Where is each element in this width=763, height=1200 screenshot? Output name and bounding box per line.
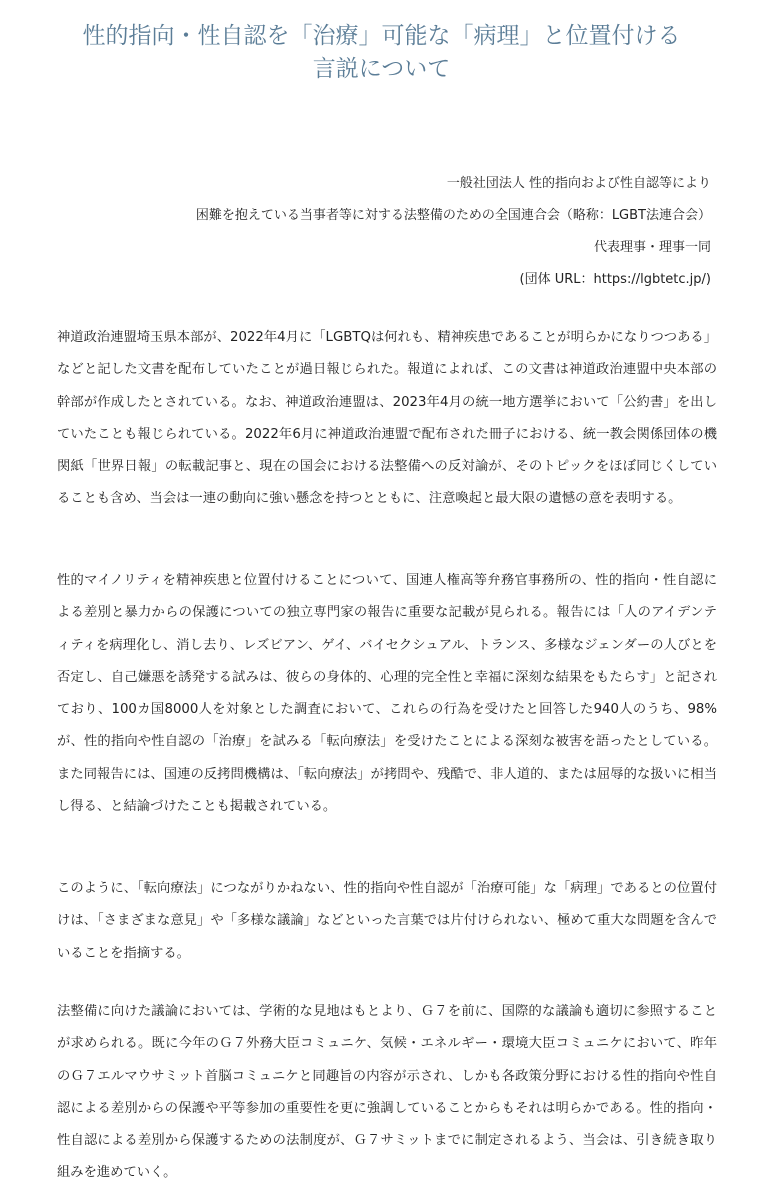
page-title-line-1: 性的指向・性自認を「治療」可能な「病理」と位置付ける: [82, 23, 681, 49]
page-title: [30, 20, 733, 86]
body-paragraph-1: 神道政治連盟埼玉県本部が、2022年4月に「LGBTQは何れも、精神疾患であることが明らかになりつつある」などと記した文書を配布していたことが過日報じられた。報道によれば、この文書は神道政治連盟中央本部の幹部が作成したとされている。なお、神道政治連盟は、2023年4月の統一地方選挙において「公約書」を出していたことも報じられている。2022年6月に神道政治連盟で配布された冊子における、統一教会関係団体の機関紙「世界日報」の転載記事と、現在の国会における法整備への反対論が、そのトピックをほぼ同じくしていることも含め、当会は一連の動向に強い懸念を持つとともに、注意喚起と最大限の遺憾の意を表明する。: [57, 330, 717, 507]
signature-url: (団体 URL：https://lgbtetc.jp/): [519, 272, 711, 287]
signature-org-line-1: 一般社団法人 性的指向および性自認等により: [446, 176, 711, 191]
signature-org-line-2: 困難を抱えている当事者等に対する法整備のための全国連合会（略称：LGBT法連合会）: [195, 208, 711, 223]
page-title-line-2: 言説について: [312, 56, 451, 82]
body-paragraph-2: 性的マイノリティを精神疾患と位置付けることについて、国連人権高等弁務官事務所の、性的指向・性自認による差別と暴力からの保護についての独立専門家の報告に重要な記載が見られる。報告には「人のアイデンティティを病理化し、消し去り、レズビアン、ゲイ、バイセクシュアル、トランス、多様なジェンダーの人びとを否定し、自己嫌悪を誘発する試みは、彼らの身体的、心理的完全性と幸福に深刻な結果をもたらす」と記されており、100カ国8000人を対象とした調査において、これらの行為を受けたと回答した940人のうち、98%が、性的指向や性自認の「治療」を試みる「転向療法」を受けたことによる深刻な被害を語ったとしている。また同報告には、国連の反拷問機構は、「転向療法」が拷問や、残酷で、非人道的、または屈辱的な扱いに相当し得る、と結論づけたことも掲載されている。: [57, 573, 717, 815]
body-paragraph-4: 法整備に向けた議論においては、学術的な見地はもとより、Ｇ７を前に、国際的な議論も適切に参照することが求められる。既に今年のＧ７外務大臣コミュニケ、気候・エネルギー・環境大臣コミュニケにおいて、昨年のＧ７エルマウサミット首脳コミュニケと同趣旨の内容が示され、しかも各政策分野における性的指向や性自認による差別からの保護や平等参加の重要性を更に強調していることからもそれは明らかである。性的指向・性自認による差別から保護するための法制度が、Ｇ７サミットまでに制定されるよう、当会は、引き続き取り組みを進めていく。: [57, 1004, 717, 1181]
signature-representatives: 代表理事・理事一同: [593, 240, 711, 255]
signature-block: [196, 168, 711, 296]
body-paragraph-3: このように、「転向療法」につながりかねない、性的指向や性自認が「治療可能」な「病理」であるとの位置付けは、「さまざまな意見」や「多様な議論」などといった言葉では片付けられない、極めて重大な問題を含んでいることを指摘する。: [57, 881, 717, 961]
